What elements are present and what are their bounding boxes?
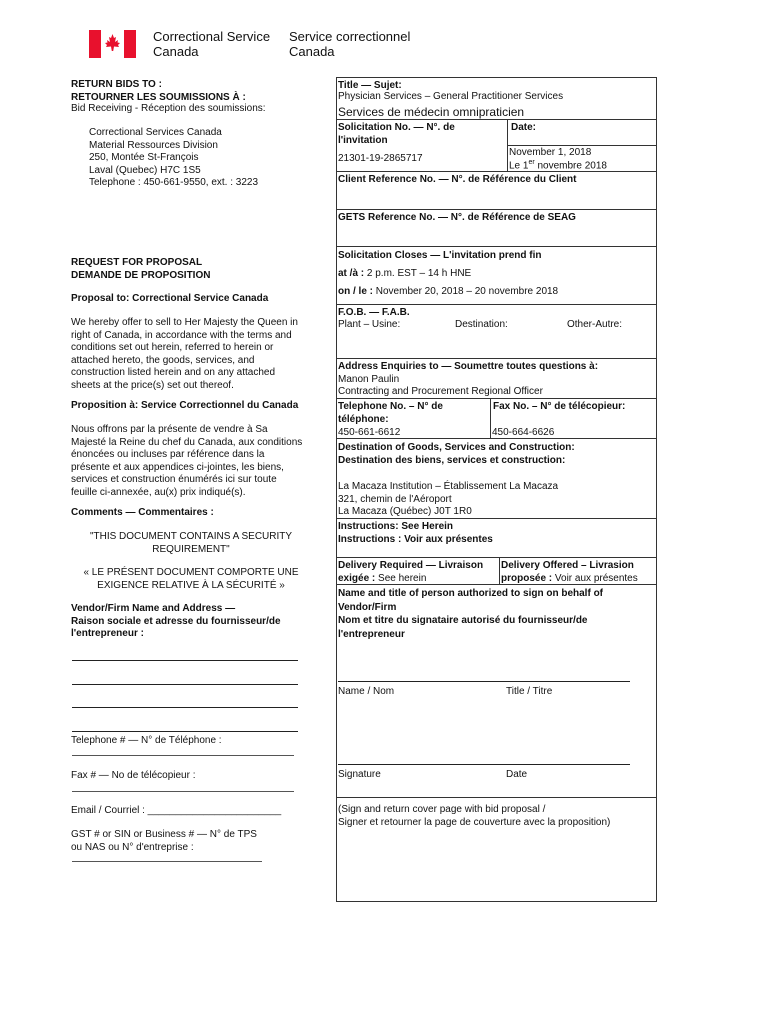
closing-date-value: November 20, 2018 – 20 novembre 2018 [373, 286, 559, 297]
offer-text-fr [71, 424, 302, 499]
solicitation-closes-label: Solicitation Closes — L'invitation prend fin [338, 250, 542, 261]
email-field[interactable]: Email / Courriel : ________________________ [71, 805, 282, 816]
instructions [338, 521, 493, 546]
delivery-required-label: Delivery Required — Livraison [338, 560, 484, 571]
rfp-en: REQUEST FOR PROPOSAL [71, 257, 203, 268]
date-en: November 1, 2018 [509, 147, 592, 158]
vendor-address-line[interactable] [72, 707, 298, 708]
offer-fr-line: feuille ci-annexée, au(x) prix indiqué(s). [71, 486, 246, 498]
delivery-required-value: See herein [375, 572, 427, 584]
department-name-fr-line1: Service correctionnel [289, 29, 411, 44]
delivery-offered-label: proposée : [501, 572, 553, 584]
vendor-line: Raison sociale et adresse du fournisseur/de [71, 615, 281, 627]
authorized-label-line: Vendor/Firm [338, 601, 397, 613]
address-line: Telephone : 450-661-9550, ext. : 3223 [89, 177, 259, 188]
security-notice-en [71, 531, 311, 556]
fax-no-label: Fax No. – N° de télécopieur: [493, 401, 626, 412]
solicitation-number: 21301-19-2865717 [338, 153, 423, 164]
date-label: Date: [511, 122, 537, 133]
vendor-address-line[interactable] [72, 731, 298, 732]
contact-title: Contracting and Procurement Regional Officer [338, 386, 543, 397]
comments-label: Comments — Commentaires : [71, 507, 214, 518]
department-name-en [153, 29, 270, 59]
return-bids-fr: RETOURNER LES SOUMISSIONS À : [71, 91, 246, 103]
divider [507, 145, 656, 146]
department-name-fr [289, 29, 410, 59]
return-bids-heading [71, 79, 246, 104]
divider [336, 557, 656, 558]
authorized-label-line: l'entrepreneur [338, 628, 405, 640]
fax-field[interactable] [72, 791, 294, 792]
sign-return-line: (Sign and return cover page with bid proposal / [338, 804, 546, 815]
address-line: Material Ressources Division [89, 139, 218, 151]
return-bids-en: RETURN BIDS TO : [71, 79, 162, 90]
offer-fr-line: énoncées ou incluses par référence dans la [71, 449, 265, 460]
divider [336, 398, 656, 399]
destination-address-line: La Macaza Institution – Établissement La Macaza [338, 481, 559, 492]
instructions-line: Instructions: See Herein [338, 521, 454, 532]
gst-line: GST # or SIN or Business # — N° de TPS [71, 829, 257, 840]
offer-fr-line: présente et aux appendices ci-jointes, les biens, [71, 461, 284, 473]
divider [336, 119, 656, 120]
destination-address [338, 481, 558, 519]
department-name-fr-line2: Canada [289, 44, 335, 59]
authorized-label-line: Nom et titre du signataire autorisé du fournisseur/de [338, 615, 588, 626]
fob-label: F.O.B. — F.A.B. [338, 307, 410, 318]
address-line: Correctional Services Canada [89, 127, 222, 138]
offer-en-line: conditions set out herein, referred to herein or [71, 342, 274, 353]
offer-en-line: right of Canada, in accordance with the terms and [71, 329, 292, 341]
destination-address-line: La Macaza (Québec) J0T 1R0 [338, 506, 472, 517]
name-label: Name / Nom [338, 686, 395, 697]
enquiries-label: Address Enquiries to — Soumettre toutes questions à: [338, 361, 599, 372]
date-field-label: Date [506, 769, 528, 780]
fax-no-value: 450-664-6626 [492, 427, 555, 438]
divider [336, 171, 656, 172]
offer-en-line: construction listed herein and on any attached [71, 367, 276, 378]
destination-goods-label-line: Destination des biens, services et construction: [338, 454, 566, 466]
solicitation-label-line: Solicitation No. — N°. de [338, 122, 455, 133]
vendor-line: l'entrepreneur : [71, 628, 144, 639]
sign-return-line: Signer et retourner la page de couverture avec la proposition) [338, 816, 611, 828]
address-line: 250, Montée St-François [89, 152, 199, 163]
closing-time [338, 268, 471, 281]
date-fr-part: novembre 2018 [534, 160, 607, 172]
title-fr: Services de médecin omnipraticien [338, 105, 525, 119]
solicitation-label [338, 122, 455, 147]
delivery-required-label: exigée : [338, 572, 376, 584]
gst-line: ou NAS ou N° d'entreprise : [71, 841, 194, 853]
title-field-label: Title / Titre [506, 686, 553, 697]
divider [336, 518, 656, 519]
return-address [89, 127, 258, 190]
divider [336, 358, 656, 359]
vendor-heading [71, 603, 281, 641]
closing-date [338, 286, 558, 299]
instructions-line: Instructions : Voir aux présentes [338, 533, 493, 545]
delivery-offered [501, 560, 638, 585]
bid-receiving: Bid Receiving - Réception des soumissions: [71, 103, 266, 114]
closing-time-label: at /à : [338, 268, 365, 279]
title-en: Physician Services – General Practitioner Services [338, 91, 564, 102]
department-name-en-line1: Correctional Service [153, 29, 271, 44]
offer-fr-line: Nous offrons par la présente de vendre à Sa [71, 424, 268, 435]
telephone-no-label [338, 401, 443, 426]
closing-date-label: on / le : [338, 286, 373, 297]
offer-fr-line: Majesté la Reine du chef du Canada, aux conditions [71, 436, 303, 448]
divider [490, 398, 491, 438]
vendor-line: Vendor/Firm Name and Address — [71, 603, 236, 614]
proposal-to: Proposal to: Correctional Service Canada [71, 293, 269, 304]
contact-name: Manon Paulin [338, 374, 400, 385]
proposition-a: Proposition à: Service Correctionnel du Canada [71, 400, 299, 411]
fob-destination: Destination: [455, 319, 508, 330]
rfp-heading [71, 257, 210, 282]
authorized-signatory-label [338, 587, 603, 641]
delivery-required [338, 560, 483, 585]
destination-goods-label-line: Destination of Goods, Services and Construction: [338, 442, 575, 453]
telephone-no-label-line: Telephone No. – N° de [338, 401, 443, 412]
title-label: Title — Sujet: [338, 80, 402, 91]
divider [336, 209, 656, 210]
offer-text-en [71, 317, 298, 392]
sign-return-note [338, 804, 610, 829]
client-reference-label: Client Reference No. — N°. de Référence du Client [338, 174, 577, 185]
divider [336, 438, 656, 439]
security-en-line: "THIS DOCUMENT CONTAINS A SECURITY [89, 531, 293, 542]
security-en-line: REQUIREMENT" [152, 543, 230, 555]
divider [336, 584, 656, 585]
name-title-signature-line[interactable] [338, 681, 630, 682]
date-fr-sup: er [528, 159, 535, 166]
department-name-en-line2: Canada [153, 44, 199, 59]
gst-field[interactable] [72, 861, 262, 862]
signature-line[interactable] [338, 764, 630, 765]
telephone-no-value: 450-661-6612 [338, 427, 401, 438]
closing-time-value: 2 p.m. EST – 14 h HNE [364, 268, 472, 279]
divider [499, 557, 500, 584]
offer-fr-line: services et construction énumérés ici sur toute [71, 474, 277, 485]
authorized-label-line: Name and title of person authorized to sign on behalf of [338, 588, 604, 599]
gets-reference-label: GETS Reference No. — N°. de Référence de SEAG [338, 212, 576, 223]
vendor-address-line[interactable] [72, 684, 298, 685]
divider [336, 304, 656, 305]
rfp-fr: DEMANDE DE PROPOSITION [71, 269, 211, 281]
divider [336, 797, 656, 798]
date-fr-part: Le 1 [509, 160, 529, 172]
address-line: Laval (Quebec) H7C 1S5 [89, 164, 201, 176]
destination-address-line: 321, chemin de l'Aéroport [338, 493, 452, 505]
offer-en-line: attached hereto, the goods, services, and [71, 354, 255, 366]
telephone-field[interactable] [72, 755, 294, 756]
telephone-label: Telephone # — N° de Téléphone : [71, 735, 222, 746]
solicitation-label-line: l'invitation [338, 134, 388, 146]
fob-other: Other-Autre: [567, 319, 623, 330]
canada-flag-icon [89, 30, 136, 58]
offer-en-line: We hereby offer to sell to Her Majesty the Queen in [71, 317, 298, 328]
telephone-no-label-line: téléphone: [338, 413, 389, 425]
offer-en-line: sheets at the price(s) set out thereof. [71, 379, 234, 391]
delivery-offered-value: Voir aux présentes [552, 572, 638, 584]
destination-goods-label [338, 442, 575, 467]
divider [336, 246, 656, 247]
security-fr-line: EXIGENCE RELATIVE À LA SÉCURITÉ » [97, 579, 285, 591]
security-notice-fr [71, 567, 311, 592]
signature-label: Signature [338, 769, 381, 780]
gst-label [71, 829, 257, 854]
fax-label: Fax # — No de télécopieur : [71, 770, 196, 781]
security-fr-line: « LE PRÉSENT DOCUMENT COMPORTE UNE [83, 567, 299, 578]
vendor-name-line[interactable] [72, 660, 298, 661]
fob-plant: Plant – Usine: [338, 319, 401, 330]
delivery-offered-label: Delivery Offered – Livrasion [501, 560, 634, 571]
